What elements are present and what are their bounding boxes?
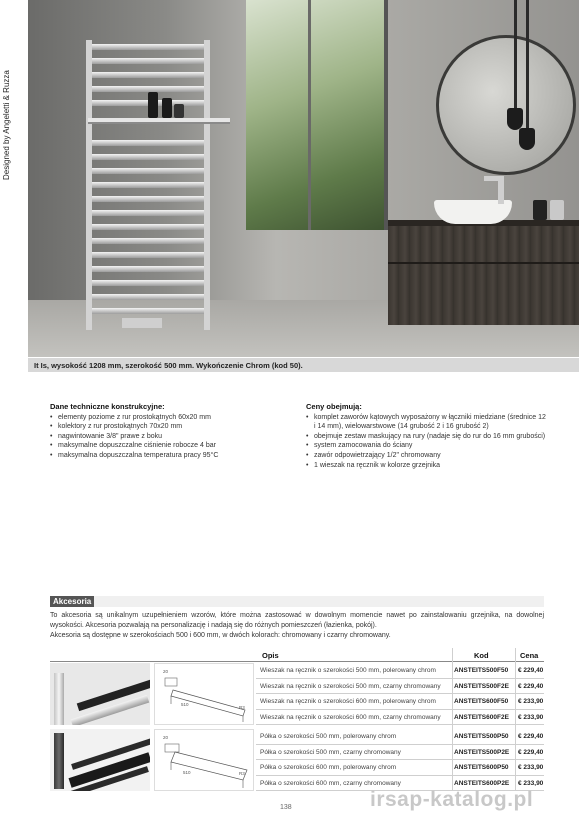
radiator-rung [92,182,204,188]
bottle [174,104,184,118]
page-number: 138 [280,804,292,811]
list-item: • system zamocowania do ściany [306,441,546,451]
section-title: Akcesoria [50,596,94,607]
row-price: € 233,90 [518,713,544,721]
column-divider [515,648,516,791]
prices-list [306,413,546,471]
row-description: Półka o szerokości 600 mm, polerowany chrom [260,764,397,771]
row-code: ANSTEITS500P50 [454,733,509,740]
towel-hook-drawing [154,663,254,725]
radiator-collector [54,733,64,789]
radiator-shelf [88,118,230,124]
vanity-cabinet [388,220,579,325]
row-code: ANSTEITS600F50 [454,698,509,705]
window-frame [308,0,311,230]
dimension-label: R3 [239,771,245,776]
radiator-rung [92,58,204,64]
bottle [162,98,172,118]
dimension-label: 510 [183,770,191,775]
pendant-lamp [519,128,535,150]
list-item: • kolektory z rur prostokątnych 70x20 mm [50,422,280,432]
radiator-rung [92,168,204,174]
radiator-rung [92,86,204,92]
row-code: ANSTEITS600P50 [454,764,509,771]
price-includes [306,402,546,470]
radiator-rung [92,196,204,202]
row-description: Półka o szerokości 500 mm, czarny chromowany [260,748,401,756]
row-price: € 233,90 [518,779,544,787]
radiator-rung [92,294,204,300]
column-header-opis: Opis [262,651,279,660]
technical-drawing [155,664,255,726]
radiator-rung [92,210,204,216]
row-price: € 229,40 [518,748,544,756]
radiator-rung [92,44,204,50]
row-description: Wieszak na ręcznik o szerokości 600 mm, polerowany chrom [260,698,436,705]
dimension-label: R3 [239,705,245,710]
towel-hook-photo [50,663,150,725]
paragraph: Akcesoria są dostępne w szerokościach 500 i 600 mm, w dwóch kolorach: chromowany i czarny chromowany. [50,631,391,639]
row-description: Wieszak na ręcznik o szerokości 600 mm, czarny chromowany [260,713,441,721]
row-price: € 233,90 [518,764,544,771]
section-header-bar [50,596,544,607]
hero-photo [28,0,579,357]
photo-caption: It Is, wysokość 1208 mm, szerokość 500 mm. Wykończenie Chrom (kod 50). [28,358,579,372]
radiator-rung [92,280,204,286]
list-item: • komplet zaworów kątowych wyposażony w łączniki miedziane (średnice 12 i 14 mm), wielowarstwowe (14 grubość 2 i 16 grubość 2) [306,413,546,432]
radiator-valve [122,318,162,328]
column-divider [452,648,453,791]
accessories-description [50,611,544,640]
radiator-rung [92,266,204,272]
tap [498,176,504,204]
list-item: • 1 wieszak na ręcznik w kolorze grzejnika [306,461,546,471]
dimension-label: 510 [181,702,189,707]
column-header-kod: Kod [474,651,489,660]
row-code: ANSTEITS600P2E [454,779,510,787]
list-item: • zawór odpowietrzający 1/2" chromowany [306,451,546,461]
technical-drawing [155,730,255,792]
pendant-lamp-cord [526,0,529,130]
row-code: ANSTEITS500F50 [454,667,509,674]
table-row [256,710,544,726]
row-code: ANSTEITS600F2E [454,713,509,721]
column-header-cena: Cena [520,651,539,660]
table-row [256,729,544,745]
table-row [256,694,544,710]
shelf-photo [50,729,150,791]
list-item: • obejmuje zestaw maskujący na rury (nadaje się do rur do 16 mm grubości) [306,432,546,442]
row-price: € 229,40 [518,682,544,690]
row-code: ANSTEITS500F2E [454,682,509,690]
radiator-rung [92,252,204,258]
dimension-label: 20 [163,735,169,740]
specs-list [50,413,280,461]
table-row [256,663,544,679]
row-price: € 229,40 [518,667,544,674]
dimension-label: 20 [163,669,169,674]
paragraph: To akcesoria są unikalnym uzupełnieniem wzorów, które można zastosować w dowolnym momencie nawet po zainstalowaniu grzejnika, na dowolnej wysokości. Akcesoria pozwalają na personalizację i nadają się do różnych pomieszczeń (łazienka, pokój). [50,612,544,629]
bottle [148,92,158,118]
cabinet-drawer-line [388,262,579,264]
radiator-rung [92,238,204,244]
decor-jar [533,200,547,220]
list-item: • maksymalna dopuszczalna temperatura pracy 95°C [50,451,280,461]
round-mirror [436,35,576,175]
row-price: € 233,90 [518,698,544,705]
row-description: Wieszak na ręcznik o szerokości 500 mm, czarny chromowany [260,682,441,690]
designer-credit: Designed by Angeletti & Ruzza [2,70,11,180]
pendant-lamp [507,108,523,130]
row-code: ANSTEITS500P2E [454,748,510,756]
decor-jar [550,200,564,220]
row-description: Półka o szerokości 600 mm, czarny chromowany [260,779,401,787]
radiator-collector [54,673,64,725]
radiator-rung [92,224,204,230]
technical-specs [50,402,280,461]
watermark: irsap-katalog.pl [370,788,534,811]
table-row [256,679,544,695]
shelf-drawing [154,729,254,791]
pendant-lamp-cord [514,0,517,110]
list-item: • maksymalne dopuszczalne ciśnienie robocze 4 bar [50,441,280,451]
table-header [50,648,544,662]
specs-heading: Dane techniczne konstrukcyjne: [50,402,165,411]
window-view [246,0,388,230]
list-item: • elementy poziome z rur prostokątnych 60x20 mm [50,413,280,423]
radiator-rung [92,140,204,146]
radiator-rung [92,154,204,160]
radiator-rung [92,72,204,78]
table-row [256,760,544,776]
list-item: • nagwintowanie 3/8" prawe z boku [50,432,280,442]
prices-heading: Ceny obejmują: [306,402,362,411]
radiator-rung [92,308,204,314]
table-row [256,745,544,761]
row-description: Wieszak na ręcznik o szerokości 500 mm, polerowany chrom [260,667,436,674]
row-price: € 229,40 [518,733,544,740]
towel-radiator [86,40,210,330]
row-description: Półka o szerokości 500 mm, polerowany chrom [260,733,397,740]
